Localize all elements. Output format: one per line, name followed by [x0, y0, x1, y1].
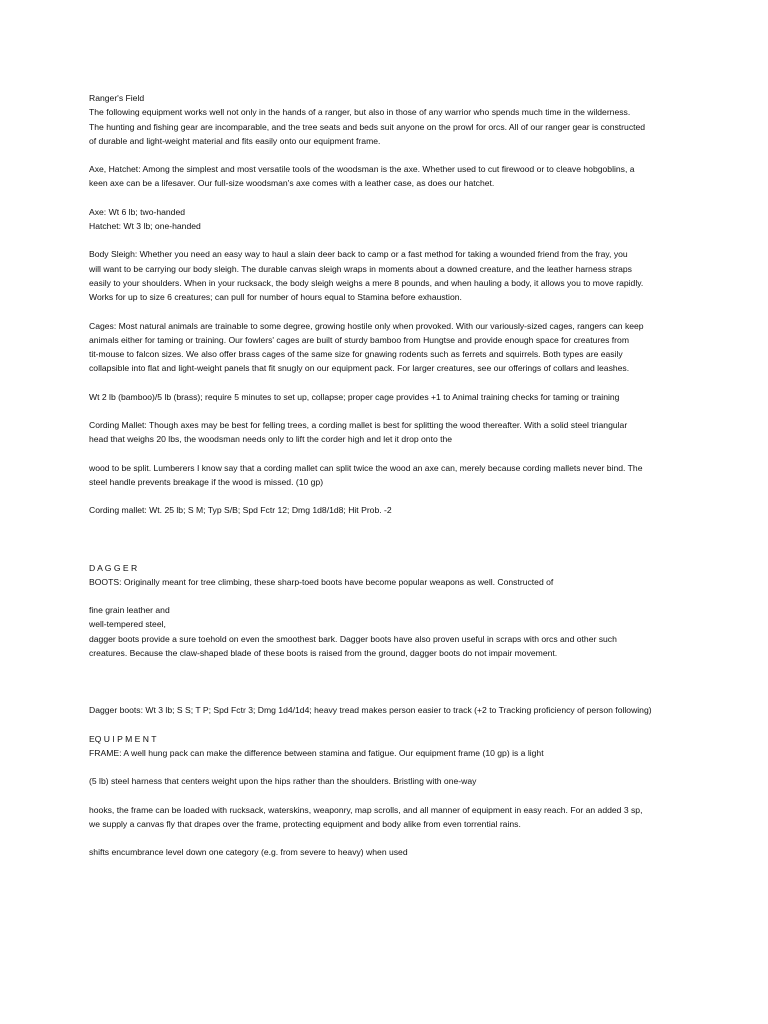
- document-title: Ranger's Field: [89, 93, 145, 103]
- intro-line: of durable and light-weight material and fits easily onto our equipment frame.: [89, 135, 381, 146]
- equipment-paragraph-line: FRAME: A well hung pack can make the difference between stamina and fatigue. Our equipment frame (10 gp) is a light: [89, 747, 544, 758]
- sleigh-paragraph-line: easily to your shoulders. When in your rucksack, the body sleigh weighs a mere 8 pounds, and when hauling a body, it allows you to move rapidly.: [89, 277, 644, 288]
- dagger-paragraph-line: BOOTS: Originally meant for tree climbing, these sharp-toed boots have become popular weapons as well. Constructed of: [89, 576, 554, 587]
- cages-paragraph-line: Cages: Most natural animals are trainable to some degree, growing hostile only when provoked. With our variously-sized cages, rangers can keep: [89, 320, 644, 331]
- intro-line: The following equipment works well not only in the hands of a ranger, but also in those of any warrior who spends much time in the wilderness.: [89, 107, 631, 118]
- intro-line: The hunting and fishing gear are incomparable, and the tree seats and beds suit anyone on the prowl for orcs. All of our ranger gear is constructed: [89, 121, 646, 132]
- sleigh-paragraph-line: will want to be carrying our body sleigh. The durable canvas sleigh wraps in moments about a downed creature, and the leather harness straps: [89, 263, 632, 274]
- sleigh-paragraph-line: Body Sleigh: Whether you need an easy way to haul a slain deer back to camp or a fast method for taking a wounded friend from the fray, you: [89, 249, 628, 260]
- dagger-heading: D A G G E R: [89, 562, 138, 573]
- mallet-stats-line: Cording mallet: Wt. 25 lb; S M; Typ S/B; Spd Fctr 12; Dmg 1d8/1d8; Hit Prob. -2: [89, 505, 392, 516]
- cages-paragraph-line: animals either for taming or training. Our fowlers' cages are built of sturdy bamboo from Hungtse and provide enough space for creatures from: [89, 334, 629, 345]
- dagger-paragraph-line: fine grain leather and: [89, 605, 170, 616]
- mallet-paragraph-line: head that weighs 20 lbs, the woodsman needs only to lift the corder high and let it drop onto the: [89, 434, 453, 445]
- hatchet-stats-line: Hatchet: Wt 3 lb; one-handed: [89, 221, 201, 232]
- document-page: [89, 91, 681, 859]
- cages-paragraph-line: collapsible into flat and light-weight panels that fit snugly on our equipment pack. For larger creatures, see our offerings of collars and leashes.: [89, 363, 630, 374]
- equipment-paragraph-line: (5 lb) steel harness that centers weight upon the hips rather than the shoulders. Bristling with one-way: [89, 776, 477, 787]
- equipment-paragraph-line: hooks, the frame can be loaded with rucksack, waterskins, weaponry, map scrolls, and all manner of equipment in easy reach. For an added 3 sp,: [89, 804, 643, 815]
- cages-paragraph-line: tit-mouse to falcon sizes. We also offer brass cages of the same size for gnawing rodents such as ferrets and squirrels. Both types are easily: [89, 349, 623, 360]
- mallet-paragraph-line: Cording Mallet: Though axes may be best for felling trees, a cording mallet is best for splitting the wood thereafter. With a solid steel triangular: [89, 420, 628, 431]
- cages-stats-line: Wt 2 lb (bamboo)/5 lb (brass); require 5 minutes to set up, collapse; proper cage provides +1 to Animal training checks for taming or training: [89, 391, 620, 402]
- axe-stats-line: Axe: Wt 6 lb; two-handed: [89, 206, 186, 217]
- equipment-stats-line: shifts encumbrance level down one category (e.g. from severe to heavy) when used: [89, 847, 408, 858]
- dagger-paragraph-line: creatures. Because the claw-shaped blade of these boots is raised from the ground, dagger boots do not impair movement.: [89, 648, 558, 659]
- dagger-paragraph-line: dagger boots provide a sure toehold on even the smoothest bark. Dagger boots have also proven useful in scraps with orcs and other such: [89, 633, 617, 644]
- sleigh-paragraph-line: Works for up to size 6 creatures; can pull for number of hours equal to Stamina before exhaustion.: [89, 292, 462, 303]
- axe-paragraph-line: Axe, Hatchet: Among the simplest and most versatile tools of the woodsman is the axe. Whether used to cut firewood or to cleave hobgoblins, a: [89, 164, 635, 175]
- dagger-stats-line: Dagger boots: Wt 3 lb; S S; T P; Spd Fctr 3; Dmg 1d4/1d4; heavy tread makes person easier to track (+2 to Tracking proficiency of person following): [89, 705, 652, 716]
- dagger-paragraph-line: well-tempered steel,: [89, 619, 166, 630]
- mallet-paragraph-line: wood to be split. Lumberers I know say that a cording mallet can split twice the wood an axe can, merely because cording mallets never bind. The: [89, 462, 643, 473]
- equipment-heading: EQ U I P M E N T: [89, 733, 157, 744]
- equipment-paragraph-line: we supply a canvas fly that drapes over the frame, protecting equipment and body alike from even torrential rains.: [89, 818, 521, 829]
- axe-paragraph-line: keen axe can be a lifesaver. Our full-size woodsman's axe comes with a leather case, as does our hatchet.: [89, 178, 495, 189]
- mallet-paragraph-line: steel handle prevents breakage if the wood is missed. (10 gp): [89, 476, 324, 487]
